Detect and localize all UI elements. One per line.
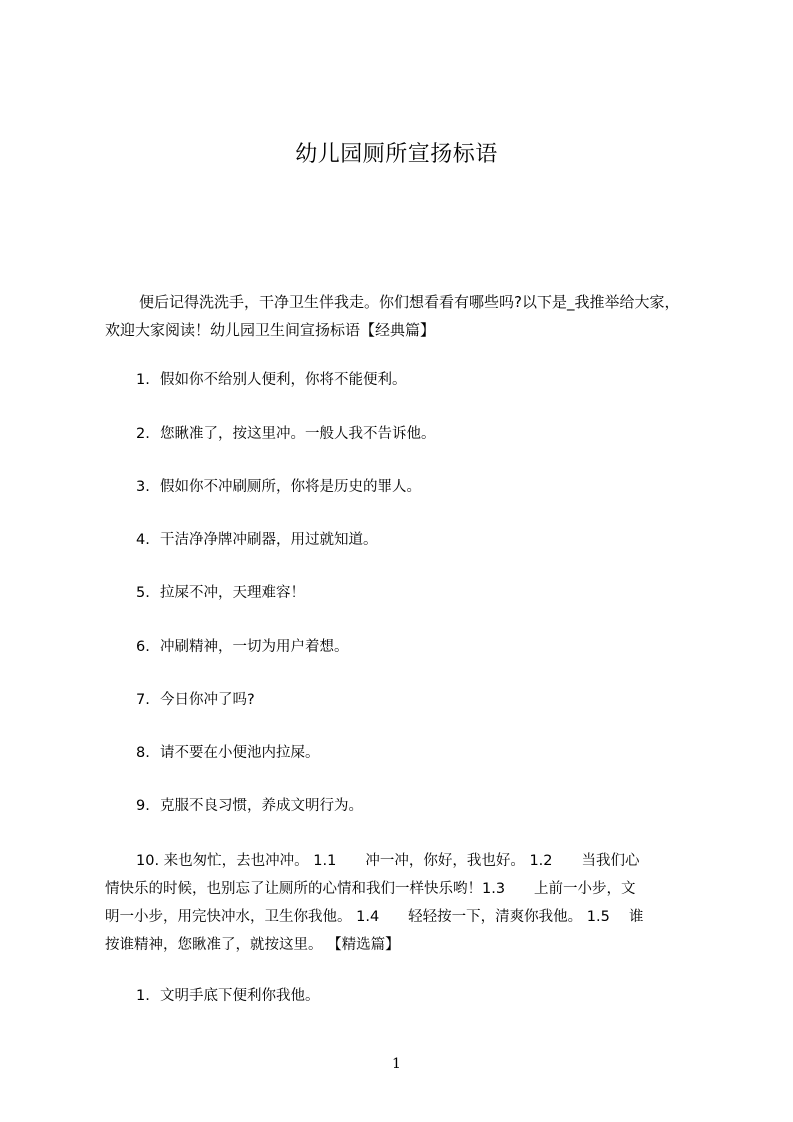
selected-list-item [136,985,706,1007]
list-item [136,636,706,658]
list-item-text: 冲刷精神，一切为用户着想。 [160,639,349,655]
list-item-number: 1. [136,988,150,1004]
list-item-number: 8. [136,745,150,761]
paragraph-line-1: 10. 来也匆忙，去也冲冲。 1.1 冲一冲，你好，我也好。 1.2 当我们心 [136,853,640,869]
list-item [136,689,706,711]
list-item [136,742,706,764]
list-item-number: 6. [136,639,150,655]
list-item [136,369,706,391]
list-item-number: 7. [136,692,150,708]
list-item [136,582,706,604]
paragraph-line-4: 按谁精神，您瞅准了，就按这里。 【精选篇】 [105,937,400,953]
list-item [136,423,706,445]
page-number: 1 [392,1056,401,1072]
list-item-number: 2. [136,426,150,442]
intro-line-1: 便后记得洗洗手，干净卫生伴我走。你们想看看有哪些吗?以下是_我推举给大家， [139,293,680,311]
list-item [136,476,706,498]
list-item-text: 您瞅准了，按这里冲。一般人我不告诉他。 [160,426,436,442]
list-item-text: 假如你不给别人便利，你将不能便利。 [160,372,407,388]
list-item [136,795,706,817]
list-item-text: 今日你冲了吗? [160,692,255,708]
list-item-number: 1. [136,372,150,388]
list-item [136,529,706,551]
list-item-number: 5. [136,585,150,601]
list-item-text: 克服不良习惯，养成文明行为。 [160,798,363,814]
list-item-text: 请不要在小便池内拉屎。 [160,745,320,761]
intro-line-2: 欢迎大家阅读！幼儿园卫生间宣扬标语【经典篇】 [105,321,436,339]
paragraph-item-10 [105,847,702,959]
list-item-number: 3. [136,479,150,495]
paragraph-line-3: 明一小步，用完快冲水，卫生你我他。 1.4 轻轻按一下，清爽你我他。 1.5 谁 [105,909,644,925]
list-item-number: 9. [136,798,150,814]
list-item-text: 假如你不冲刷厕所，你将是历史的罪人。 [160,479,421,495]
list-item-text: 文明手底下便利你我他。 [160,988,320,1004]
paragraph-line-2: 情快乐的时候，也别忘了让厕所的心情和我们一样快乐哟！1.3 上前一小步，文 [105,881,636,897]
intro-paragraph [105,288,702,344]
list-item-number: 4. [136,532,150,548]
list-item-text: 干洁净净牌冲刷器，用过就知道。 [160,532,378,548]
document-title: 幼儿园厕所宣扬标语 [295,142,498,167]
list-item-text: 拉屎不冲，天理难容！ [160,585,305,601]
